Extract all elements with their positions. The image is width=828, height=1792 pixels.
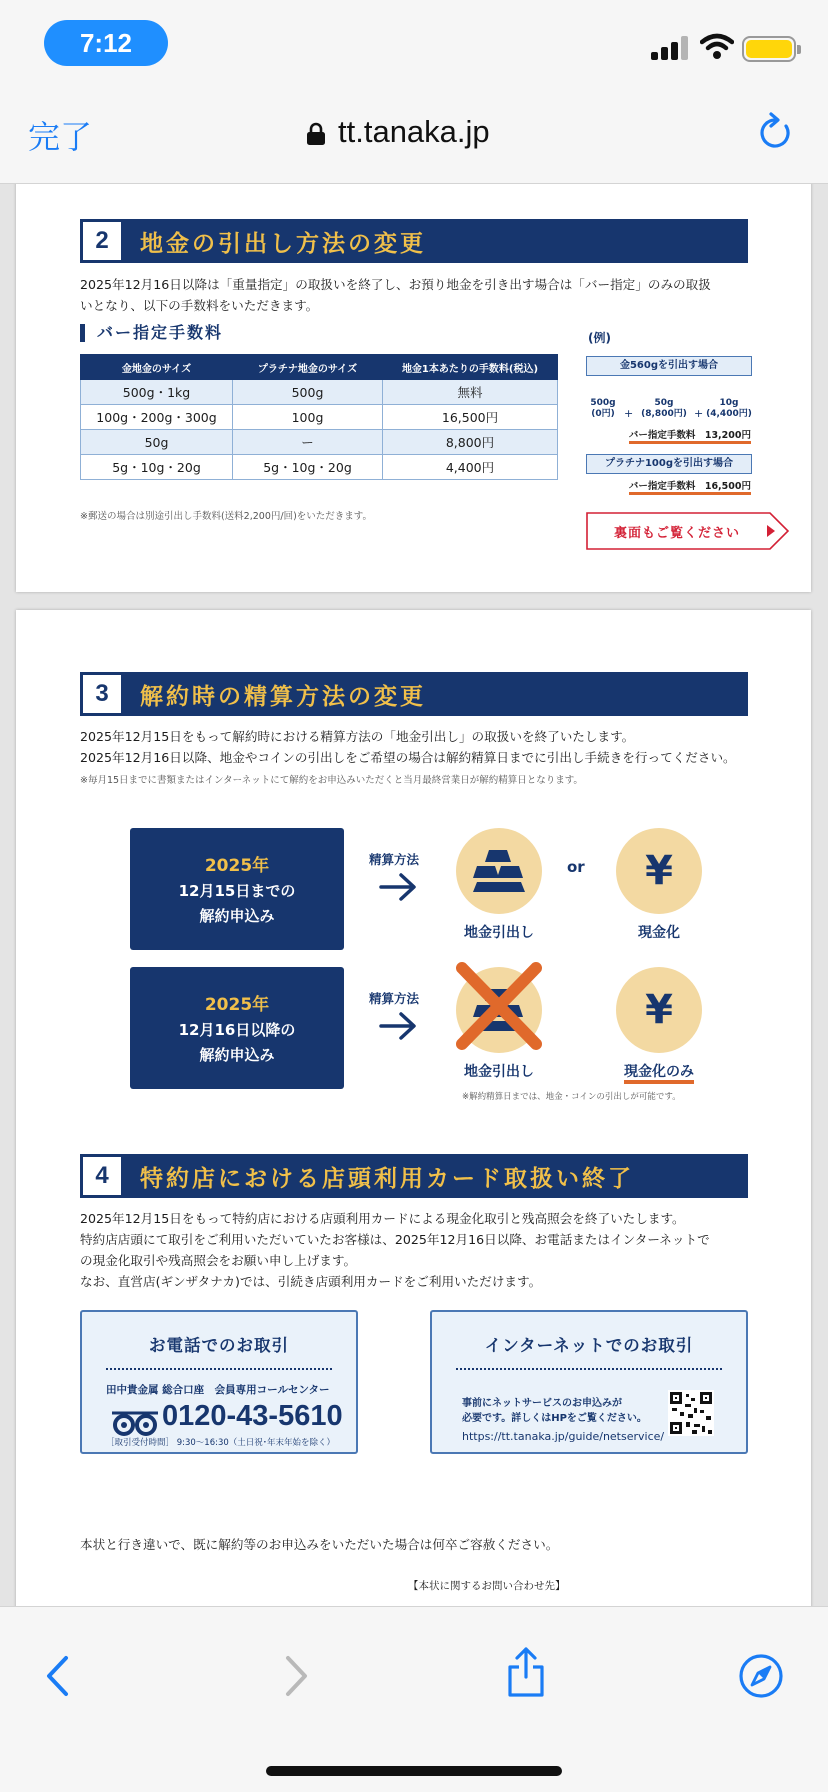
section-4-text-line-3: の現金化取引や残高照会をお願い申し上げます。 (80, 1253, 357, 1268)
example-1-breakdown (586, 398, 752, 428)
example-1-total: バー指定手数料 13,200円 (629, 430, 751, 444)
table-row (81, 380, 558, 405)
compass-icon[interactable] (738, 1653, 784, 1699)
done-button[interactable]: 完了 (28, 118, 93, 156)
yen-symbol: ¥ (645, 987, 673, 1033)
fee-table (80, 354, 558, 480)
box-date: 12月16日以降の (178, 1021, 296, 1039)
table-cell: 16,500円 (383, 405, 558, 430)
after-deadline-box (130, 967, 344, 1089)
section-3-text-line-1: 2025年12月15日をもって解約時における精算方法の「地金引出し」の取扱いを終了いたします。 (80, 729, 635, 744)
internet-title: インターネットでのお取引 (484, 1336, 694, 1355)
internet-line-2: 必要です。詳しくはHPをご覧ください。 (462, 1413, 647, 1424)
browser-address-bar (0, 90, 828, 184)
fee-subtitle: バー指定手数料 (80, 324, 223, 342)
box-year: 2025年 (204, 856, 270, 876)
section-3-text-line-2: 2025年12月16日以降、地金やコインの引出しをご希望の場合は解約精算日までに引出し手続きを行ってください。 (80, 750, 736, 765)
document-page (16, 184, 811, 592)
example-1-title: 金560gを引出す場合 (586, 356, 752, 376)
table-row (81, 405, 558, 430)
table-cell: 8,800円 (383, 430, 558, 455)
section-3-header (80, 672, 748, 716)
example-fee: (4,400円) (706, 409, 752, 419)
table-cell: 500g・1kg (81, 380, 233, 405)
example-amount: 50g (654, 398, 674, 408)
section-2-text-line-1: 2025年12月16日以降は「重量指定」の取扱いを終了し、お預り地金を引き出す場合は「バー指定」のみの取扱 (80, 277, 711, 292)
table-cell: 5g・10g・20g (233, 455, 383, 480)
forward-icon[interactable] (282, 1655, 310, 1697)
battery-icon (742, 36, 796, 62)
section-title: 解約時の精算方法の変更 (140, 684, 426, 710)
table-cell: 5g・10g・20g (81, 455, 233, 480)
gold-bar-icon (456, 828, 542, 914)
table-cell: 100g・200g・300g (81, 405, 233, 430)
example-fee: (0円) (591, 409, 615, 419)
box-year: 2025年 (204, 995, 270, 1015)
status-bar (0, 0, 828, 90)
box-label: 解約申込み (199, 1046, 275, 1064)
bullion-withdrawal-label: 地金引出し (464, 925, 534, 941)
dotted-divider (456, 1368, 722, 1370)
yen-symbol: ¥ (645, 848, 673, 894)
wifi-icon (700, 32, 734, 62)
see-back-label: 裏面もご覧ください (614, 526, 741, 541)
share-icon[interactable] (505, 1645, 547, 1699)
arrow-right-icon (379, 872, 419, 902)
document-page (16, 610, 811, 1606)
table-cell: 100g (233, 405, 383, 430)
see-back-button[interactable] (586, 512, 790, 550)
back-icon[interactable] (44, 1655, 72, 1697)
section-2-text-line-2: いとなり、以下の手数料をいただきます。 (80, 298, 319, 313)
section-title: 地金の引出し方法の変更 (140, 231, 426, 257)
table-header: プラチナ地金のサイズ (233, 355, 383, 380)
table-header: 金地金のサイズ (81, 355, 233, 380)
section-title: 特約店における店頭利用カード取扱い終了 (140, 1166, 634, 1192)
internet-contact-box (430, 1310, 748, 1454)
table-cell: 50g (81, 430, 233, 455)
qr-code-icon[interactable] (668, 1390, 714, 1436)
method-label: 精算方法 (369, 852, 420, 867)
method-label: 精算方法 (369, 991, 420, 1006)
section-number: 3 (83, 675, 121, 713)
internet-line-1: 事前にネットサービスのお申込みが (462, 1398, 622, 1409)
table-row (81, 430, 558, 455)
free-dial-icon (110, 1407, 160, 1437)
box-label: 解約申込み (199, 907, 275, 925)
section-4-text-line-1: 2025年12月15日をもって特約店における店頭利用カードによる現金化取引と残高照会を終了いたします。 (80, 1211, 685, 1226)
table-row (81, 455, 558, 480)
arrow-right-icon (379, 1011, 419, 1041)
section-3-note: ※毎月15日までに書類またはインターネットにて解約をお申込みいただくと当月最終営業日が解約精算日となります。 (80, 775, 583, 786)
cash-label: 現金化 (638, 925, 680, 941)
example-amount: 10g (719, 398, 739, 408)
cash-only-wrapper (599, 1061, 719, 1081)
cellular-signal-icon (651, 36, 689, 60)
section-4-header (80, 1154, 748, 1198)
or-label: or (567, 858, 585, 876)
inquiry-heading: 【本状に関するお問い合わせ先】 (408, 1580, 566, 1592)
table-cell: ー (233, 430, 383, 455)
url-text[interactable]: tt.tanaka.jp (338, 114, 490, 149)
table-note: ※郵送の場合は別途引出し手数料(送料2,200円/回)をいただきます。 (80, 511, 373, 522)
cash-only-label: 現金化のみ (624, 1064, 694, 1084)
phone-contact-box (80, 1310, 358, 1454)
section-2-header (80, 219, 748, 263)
phone-number[interactable]: 0120-43-5610 (162, 1400, 343, 1432)
home-indicator (266, 1766, 562, 1776)
example-2-title: プラチナ100gを引出す場合 (586, 454, 752, 474)
internet-url[interactable]: https://tt.tanaka.jp/guide/netservice/ (462, 1430, 665, 1443)
before-deadline-box (130, 828, 344, 950)
section-3-note-2: ※解約精算日までは、地金・コインの引出しが可能です。 (462, 1092, 681, 1102)
section-4-text-line-4: なお、直営店(ギンザタナカ)では、引続き店頭利用カードをご利用いただけます。 (80, 1274, 542, 1289)
apology-text: 本状と行き違いで、既に解約等のお申込みをいただいた場合は何卒ご容赦ください。 (80, 1537, 559, 1552)
dotted-divider (106, 1368, 332, 1370)
section-4-text-line-2: 特約店店頭にて取引をご利用いただいていたお客様は、2025年12月16日以降、お電話またはインターネットで (80, 1232, 710, 1247)
document-viewport[interactable] (0, 184, 828, 1606)
phone-title: お電話でのお取引 (149, 1336, 289, 1355)
table-cell: 4,400円 (383, 455, 558, 480)
lock-icon (306, 122, 326, 146)
table-header: 地金1本あたりの手数料(税込) (383, 355, 558, 380)
reload-icon[interactable] (756, 112, 794, 152)
example-fee: (8,800円) (641, 409, 687, 419)
example-label: (例) (588, 331, 611, 345)
cross-mark-icon (454, 960, 544, 1052)
yen-icon (616, 967, 702, 1053)
table-cell: 500g (233, 380, 383, 405)
example-amount: 500g (590, 398, 616, 408)
table-cell: 無料 (383, 380, 558, 405)
box-date: 12月15日までの (178, 882, 296, 900)
bullion-withdrawal-label: 地金引出し (464, 1064, 534, 1080)
plus-sign: + (624, 407, 634, 420)
yen-icon (616, 828, 702, 914)
browser-toolbar (0, 1606, 828, 1792)
example-2-total: バー指定手数料 16,500円 (629, 481, 751, 495)
plus-sign: + (694, 407, 704, 420)
business-hours: ［取引受付時間］ 9:30～16:30（土日祝･年末年始を除く） (106, 1438, 336, 1448)
call-center-label: 田中貴金属 総合口座 会員専用コールセンター (106, 1384, 330, 1396)
section-number: 2 (83, 222, 121, 260)
section-number: 4 (83, 1157, 121, 1195)
status-time[interactable]: 7:12 (44, 20, 168, 66)
